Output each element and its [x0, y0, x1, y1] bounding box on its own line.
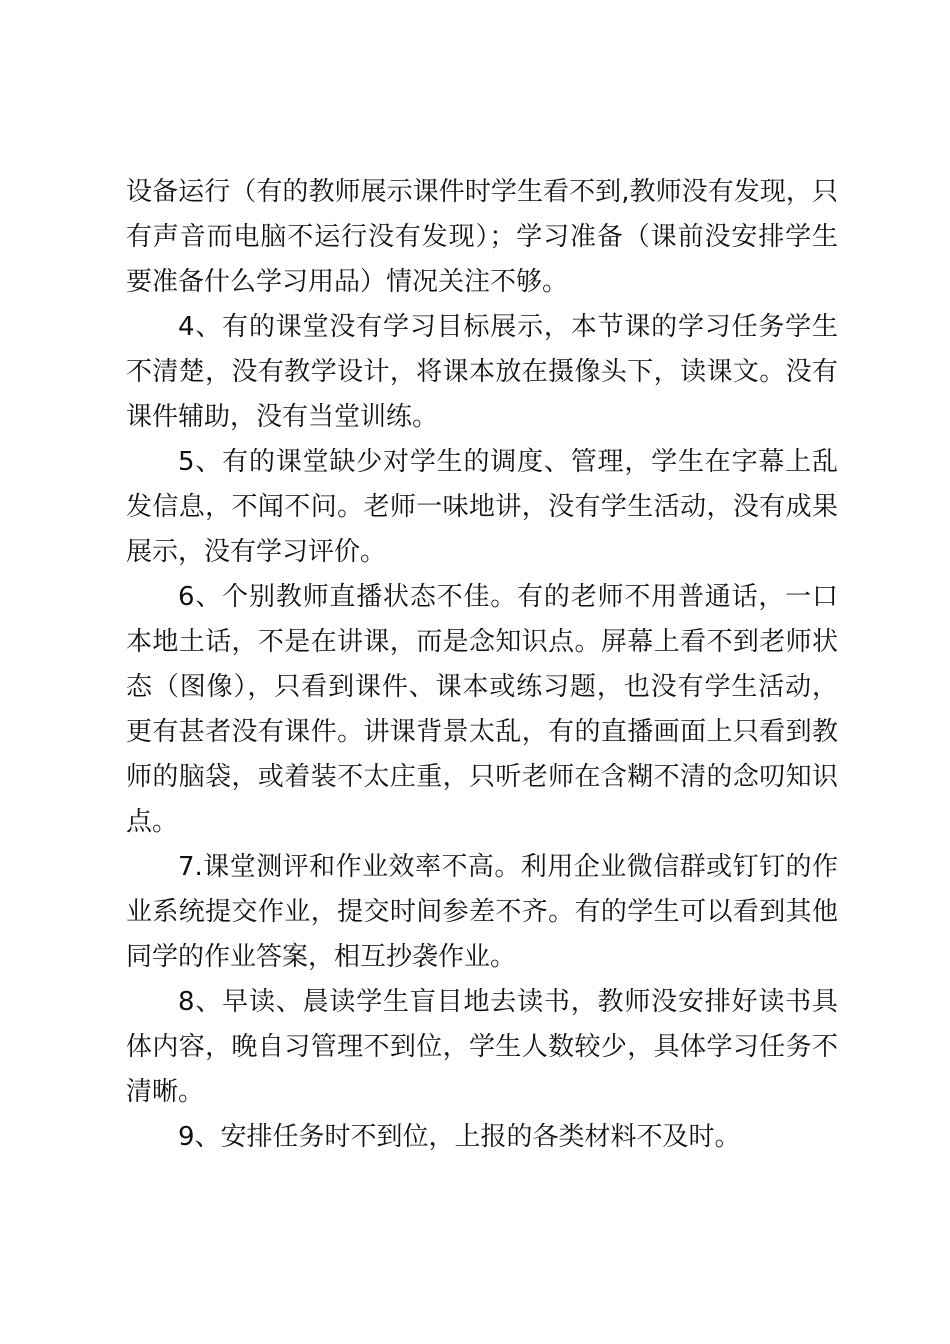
- paragraph-5: 7.课堂测评和作业效率不高。利用企业微信群或钉钉的作业系统提交作业，提交时间参差不齐。有的学生可以看到其他同学的作业答案，相互抄袭作业。: [126, 852, 838, 972]
- paragraph-6: 8、早读、晨读学生盲目地去读书，教师没安排好读书具体内容，晚自习管理不到位，学生人数较少，具体学习任务不清晰。: [126, 987, 838, 1107]
- paragraph-7: 9、安排任务时不到位，上报的各类材料不及时。: [178, 1122, 741, 1152]
- paragraph-3: 5、有的课堂缺少对学生的调度、管理，学生在字幕上乱发信息，不闻不问。老师一味地讲，没有学生活动，没有成果展示，没有学习评价。: [126, 447, 838, 567]
- paragraph-1: 设备运行（有的教师展示课件时学生看不到,教师没有发现，只有声音而电脑不运行没有发现）；学习准备（课前没安排学生要准备什么学习用品）情况关注不够。: [126, 177, 838, 297]
- paragraph-4: 6、个别教师直播状态不佳。有的老师不用普通话，一口本地土话，不是在讲课，而是念知识点。屏幕上看不到老师状态（图像），只看到课件、课本或练习题，也没有学生活动，更有甚者没有课件。讲课背景太乱，有的直播画面上只看到教师的脑袋，或着装不太庄重，只听老师在含糊不清的念叨知识点。: [126, 582, 838, 837]
- paragraph-2: 4、有的课堂没有学习目标展示，本节课的学习任务学生不清楚，没有教学设计，将课本放在摄像头下，读课文。没有课件辅助，没有当堂训练。: [126, 312, 838, 432]
- document-body: [126, 170, 838, 1160]
